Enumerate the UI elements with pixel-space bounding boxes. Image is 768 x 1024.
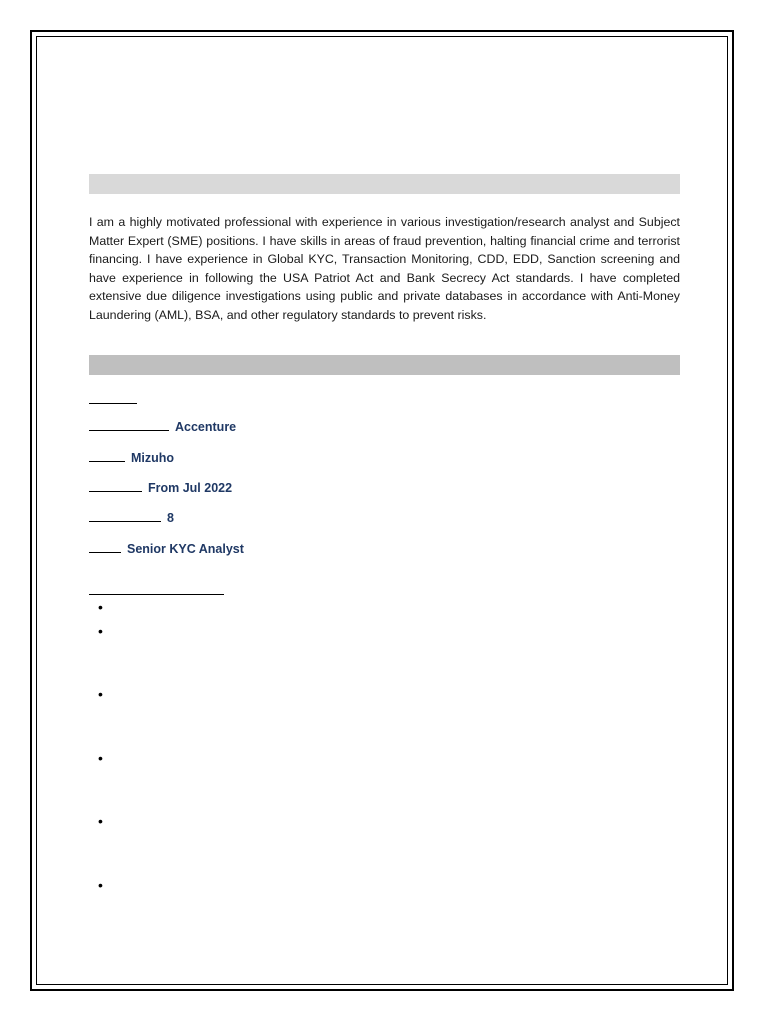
bullet-item: • xyxy=(98,750,103,766)
team-size-value: 8 xyxy=(167,511,174,525)
bullet-item: • xyxy=(98,599,103,615)
period-label-line xyxy=(89,479,142,492)
professional-summary: I am a highly motivated professional with experience in various investigation/research analyst and Subject Matter Expert (SME) positions. I have skills in areas of fraud prevention, halting financial crime and terrorist financing. I have experience in Global KYC, Transaction Monitoring, CDD, EDD, Sanction screening and have experience in following the USA Patriot Act and Bank Secrecy Act standards. I have completed extensive due diligence investigations using public and private databases in accordance with Anti-Money Laundering (AML), BSA, and other regulatory standards to prevent risks. xyxy=(89,215,680,322)
bullet-item: • xyxy=(98,813,103,829)
bullet-item: • xyxy=(98,877,103,893)
role-label-line xyxy=(89,540,121,553)
period-value: From Jul 2022 xyxy=(148,481,233,495)
experience-section-header xyxy=(89,355,680,375)
bullet-item: • xyxy=(98,686,103,702)
experience-title-line xyxy=(89,402,137,404)
team-size-label-line xyxy=(89,509,161,522)
client-row xyxy=(89,449,174,465)
summary-section-header xyxy=(89,174,680,194)
company-row xyxy=(89,418,236,434)
team-size-row xyxy=(89,509,174,525)
role-value: Senior KYC Analyst xyxy=(127,542,244,556)
responsibilities-title-line xyxy=(89,593,224,595)
company-value: Accenture xyxy=(175,420,237,434)
period-row xyxy=(89,479,232,495)
client-value: Mizuho xyxy=(131,451,175,465)
bullet-item: • xyxy=(98,623,103,639)
client-label-line xyxy=(89,449,125,462)
company-label-line xyxy=(89,418,169,431)
role-row xyxy=(89,540,244,556)
